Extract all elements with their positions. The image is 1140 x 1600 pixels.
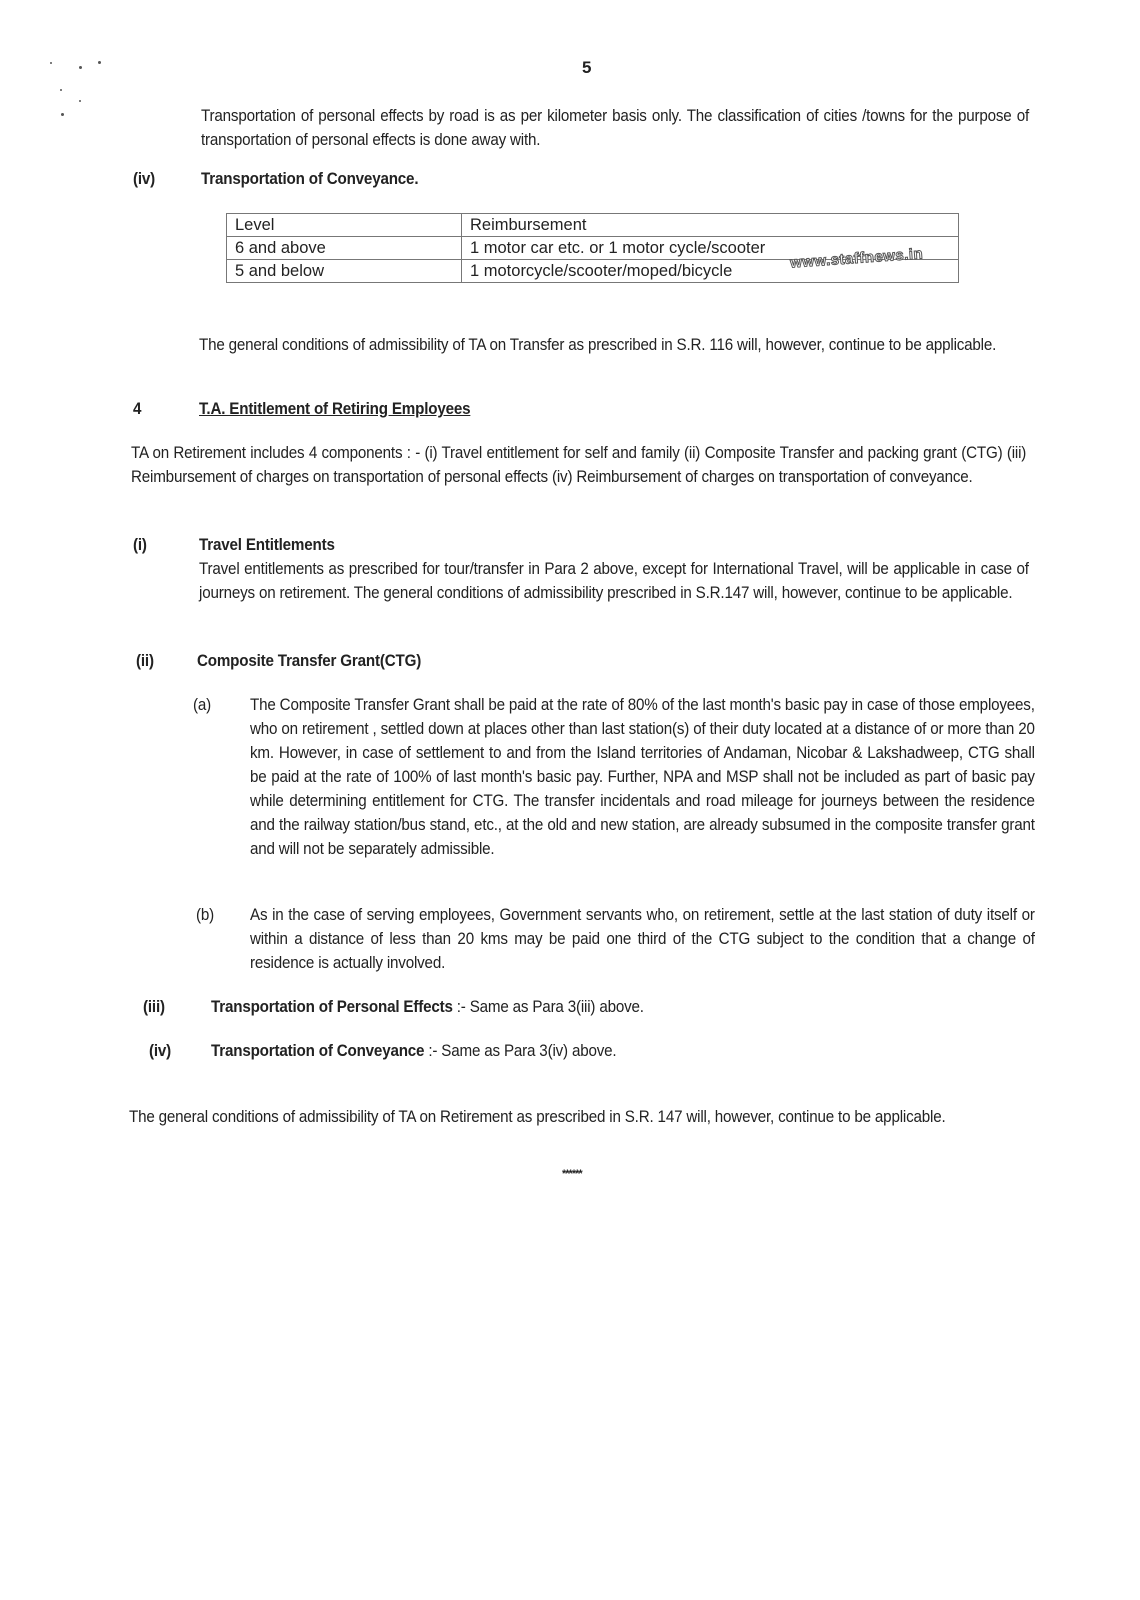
subsection-ii-a-body: The Composite Transfer Grant shall be paid at the rate of 80% of the last month's basic pay in case of those employees, who on retirement , settled down at places other than last station(s) of their duty located at a distance of or more than 20 km. However, in case of settlement to and from the Island territories of Andaman, Nicobar & Lakshadweep, CTG shall be paid at the rate of 100% of last month's basic pay. Further, NPA and MSP shall not be included as part of basic pay while determining entitlement for CTG. The transfer incidentals and road mileage for journeys between the residence and the railway station/bus stand, etc., at the old and new station, are already subsumed in the composite transfer grant and will not be separately admissible. [250, 696, 1035, 858]
table-header-row [227, 214, 959, 237]
scan-dot [98, 61, 101, 64]
subsection-ii-a-marker: (a) [193, 696, 212, 714]
table-header-cell: Reimbursement [462, 214, 959, 237]
conveyance-table [226, 213, 959, 283]
subsection-iii-line [211, 995, 644, 1019]
section-4-intro: TA on Retirement includes 4 components : - (i) Travel entitlement for self and family (ii) Composite Transfer and packing grant (CTG) (iii) Reimbursement of charges on transportation of personal effects (iv) Reimbursement of charges on transportation of conveyance. [131, 444, 1027, 486]
subsection-i-body: Travel entitlements as prescribed for tour/transfer in Para 2 above, except for International Travel, will be applicable in case of journeys on retirement. The general conditions of admissibility prescribed in S.R.147 will, however, continue to be applicable. [199, 560, 1029, 602]
scan-dot [50, 62, 52, 64]
subsection-iii-heading: Transportation of Personal Effects [211, 998, 453, 1016]
section-3-iv-marker: (iv) [133, 170, 156, 188]
closing-paragraph: The general conditions of admissibility of TA on Retirement as prescribed in S.R. 147 will, however, continue to be applicable. [129, 1108, 946, 1126]
table-cell: 1 motorcycle/scooter/moped/bicycle [462, 260, 959, 283]
subsection-iv-heading: Transportation of Conveyance [211, 1042, 425, 1060]
table-header-cell: Level [227, 214, 462, 237]
transfer-note: The general conditions of admissibility of TA on Transfer as prescribed in S.R. 116 will, however, continue to be applicable. [199, 336, 997, 354]
section-3-iv-heading: Transportation of Conveyance. [201, 170, 419, 188]
conveyance-table-wrap [226, 213, 959, 283]
subsection-i-marker: (i) [133, 536, 147, 554]
subsection-ii-b-body: As in the case of serving employees, Government servants who, on retirement, settle at the last station of duty itself or within a distance of less than 20 kms may be paid one third of the CTG subject to the condition that a change of residence is actually involved. [250, 906, 1035, 972]
table-cell: 6 and above [227, 237, 462, 260]
table-cell: 1 motor car etc. or 1 motor cycle/scooter [462, 237, 959, 260]
subsection-iii-marker: (iii) [143, 998, 165, 1016]
subsection-i-heading: Travel Entitlements [199, 536, 335, 554]
subsection-ii-marker: (ii) [136, 652, 154, 670]
subsection-iv-body: :- Same as Para 3(iv) above. [424, 1042, 617, 1060]
scan-dot [79, 66, 82, 69]
end-marker: ****** [562, 1168, 582, 1180]
scan-dot [60, 89, 62, 91]
subsection-iii-body: :- Same as Para 3(iii) above. [452, 998, 644, 1016]
subsection-iv-line [211, 1039, 616, 1063]
subsection-ii-heading: Composite Transfer Grant(CTG) [197, 652, 422, 670]
intro-paragraph: Transportation of personal effects by road is as per kilometer basis only. The classification of cities /towns for the purpose of transportation of personal effects is done away with. [201, 107, 1029, 149]
section-4-heading: T.A. Entitlement of Retiring Employees [199, 400, 471, 418]
page-number: 5 [582, 58, 592, 77]
scan-dot [79, 100, 81, 102]
scan-dot [61, 113, 64, 116]
subsection-ii-b-marker: (b) [196, 906, 215, 924]
table-cell: 5 and below [227, 260, 462, 283]
subsection-iv-marker: (iv) [149, 1042, 172, 1060]
section-4-number: 4 [133, 400, 142, 418]
watermark: www.staffnews.in [789, 245, 924, 272]
